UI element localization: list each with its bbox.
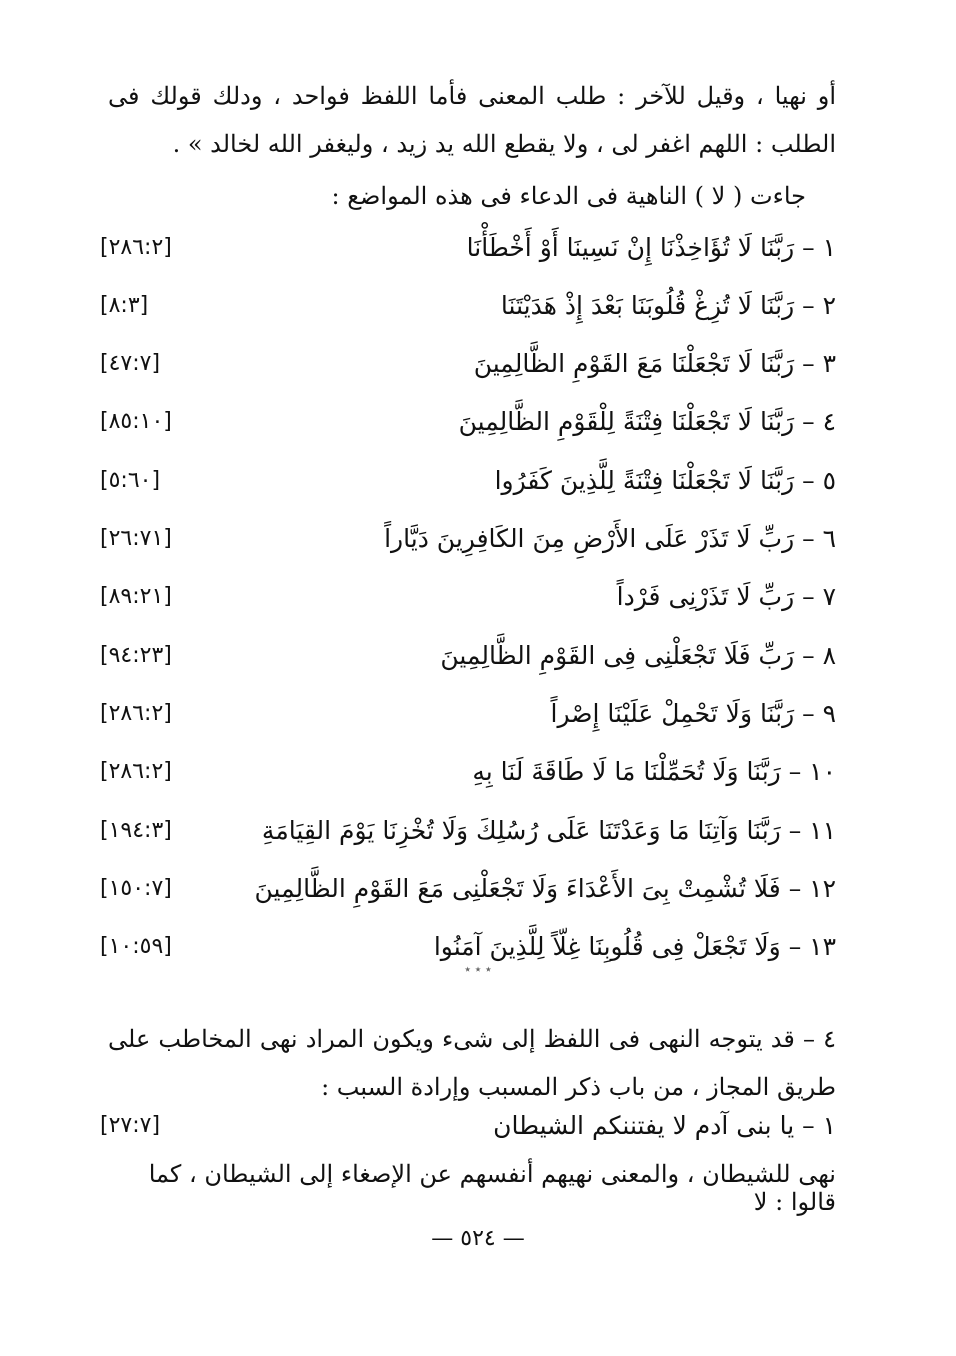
verse-number: ١٢ – [788,873,836,903]
verse-row [100,514,836,564]
verse-number: ٣ – [802,349,836,379]
verse-text [617,582,836,611]
verse-reference: [١٥٠:٧] [100,875,172,901]
verse-row [100,455,836,505]
verse-text [434,932,836,961]
verse-reference: [١٠:٥٩] [100,934,172,960]
verse-text [255,874,837,903]
verse-content: رَبَّنَا لَا تَجْعَلْنَا مَعَ القَوْمِ الظَّالِمِينَ [473,349,795,379]
verse-reference: [٨٥:١٠] [100,409,172,435]
paragraph-1: أو نهيا ، وقيل للآخر : طلب المعنى فأما اللفظ فواحد ، ودلك قولك فى الطلب : اللهم اغفر لى ، ولا يقطع الله يد زيد ، وليغفر الله لخالد » . [108,82,836,158]
verse-row [100,805,836,855]
verse-row [100,397,836,447]
verse-row-b [100,1100,836,1150]
verse-text [459,407,836,436]
section-separator: ٭ ٭ ٭ [464,962,492,976]
verse-content: فَلَا تُشْمِتْ بِىَ الأَعْدَاءَ وَلَا تَجْعَلْنِى مَعَ القَوْمِ الظَّالِمِينَ [254,873,781,903]
verse-reference: [٢٨٦:٢] [100,759,172,785]
verse-number: ٤ – [802,407,836,437]
verse-number: ١ – [802,232,836,262]
verse-b-reference: [٢٧:٧] [100,1112,161,1138]
verse-row [100,280,836,330]
verse-reference: [٢٨٦:٢] [100,700,172,726]
verse-row [100,572,836,622]
verse-reference: [١٩٤:٣] [100,817,172,843]
verse-row [100,688,836,738]
verse-number: ١١ – [788,815,836,845]
verse-text [467,233,836,262]
verse-text [262,816,836,845]
verse-content: وَلَا تَجْعَلْ فِى قُلُوبِنَا غِلّاً لِلَّذِينَ آمَنُوا [433,932,781,962]
verse-number: ٦ – [802,524,836,553]
verse-number: ١٠ – [788,757,836,787]
verse-content: رَبَّنَا لَا تُؤَاخِذْنَا إِنْ نَسِينَا أَوْ أَخْطَأْنَا [466,232,795,262]
verse-number: ٨ – [802,640,836,670]
verse-row [100,630,836,680]
verse-row [100,222,836,272]
verse-reference: [٤٧:٧] [100,351,161,377]
verse-text [551,699,836,728]
verse-row [100,863,836,913]
verse-row [100,747,836,797]
verse-reference: [٢٨٦:٢] [100,234,172,260]
verse-content: رَبَّنَا وَلَا تَحْمِلْ عَلَيْنَا إِصْراً [550,698,795,728]
verse-number: ٧ – [802,582,836,612]
verse-number: ٢ – [802,290,836,320]
final-line: نهى للشيطان ، والمعنى نهيهم أنفسهم عن الإصغاء إلى الشيطان ، كما قالوا : لا [148,1160,836,1216]
verse-content: رَبِّ لَا تَذَرْ عَلَى الأَرْضِ مِنَ الكَافِرِينَ دَيَّاراً [384,524,795,553]
verse-b-content: يا بنى آدم لا يفتننكم الشيطان [493,1110,795,1140]
verse-text [440,641,836,670]
verse-text [474,349,836,378]
intro-line: جاءت ( لا ) الناهية فى الدعاء فى هذه المواضع : [331,182,806,210]
verse-content: رَبَّنَا لَا تَجْعَلْنَا فِتْنَةً لِلَّذِينَ كَفَرُوا [494,465,795,495]
verse-text [495,466,836,495]
verse-number: ١٣ – [788,932,836,962]
verse-b-number: ١ – [802,1110,836,1140]
verse-text [384,524,836,553]
verse-content: رَبَّنَا لَا تَجْعَلْنَا فِتْنَةً لِلْقَوْمِ الظَّالِمِينَ [458,407,795,437]
verse-reference: [٨٩:٢١] [100,584,172,610]
verse-reference: [٥:٦٠] [100,467,161,493]
verse-row [100,339,836,389]
verse-reference: [٨:٣] [100,292,149,318]
verse-content: رَبَّنَا وَلَا تُحَمِّلْنَا مَا لَا طَاقَةَ لَنَا بِهِ [472,757,781,787]
verse-number: ٥ – [802,465,836,495]
verse-content: رَبَّنَا لَا تُزِغْ قُلُوبَنَا بَعْدَ إِذْ هَدَيْتَنَا [500,290,795,320]
verse-content: رَبِّ لَا تَذَرْنِى فَرْداً [616,582,795,612]
verse-text [472,757,836,786]
verse-content: رَبِّ فَلَا تَجْعَلْنِى فِى القَوْمِ الظَّالِمِينَ [440,640,795,670]
verse-text [501,291,836,320]
verse-number: ٩ – [802,698,836,728]
verse-reference: [٩٤:٢٣] [100,642,172,668]
verse-content: رَبَّنَا وَآتِنَا مَا وَعَدْتَنَا عَلَى رُسُلِكَ وَلَا تُخْزِنَا يَوْمَ القِيَامَةِ [261,815,781,845]
page-number: — ٥٢٤ — [431,1226,525,1251]
paragraph-2: ٤ – قد يتوجه النهى فى اللفظ إلى شىء ويكون المراد نهى المخاطب على طريق المجاز ، من باب ذكر المسبب وإرادة السبب : [108,1025,836,1101]
verse-b-text [493,1111,836,1140]
verse-reference: [٢٦:٧١] [100,526,172,551]
